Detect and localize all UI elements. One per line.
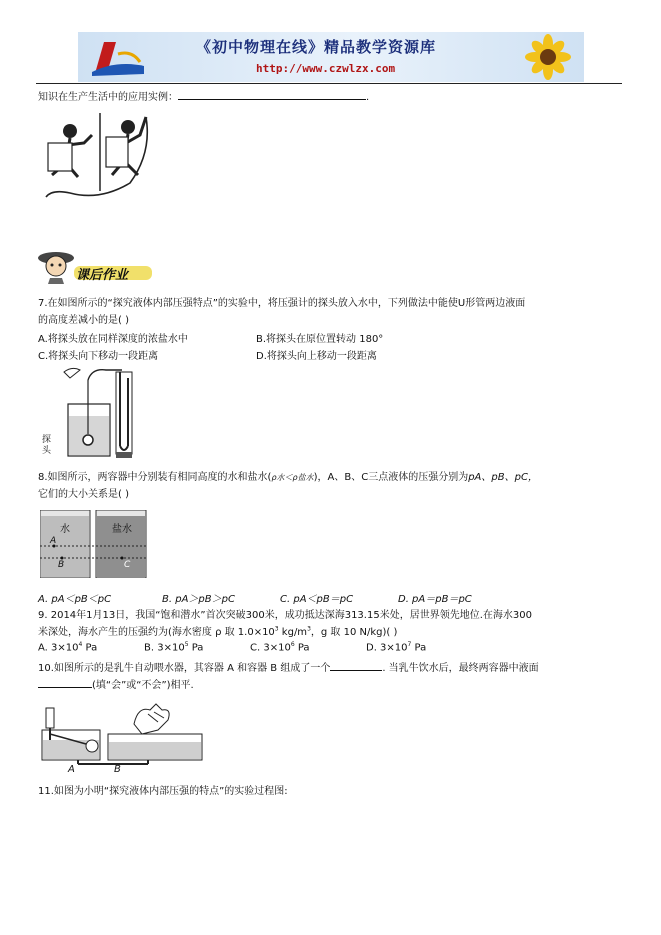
q7-stem-line1: 7.在如图所示的“探究液体内部压强特点”的实验中，将压强计的探头放入水中，下列做法中能使U形管两边液面 [38,298,526,309]
q8-option-d: D. pA＝pB＝pC [398,594,472,605]
intro-text: 知识在生产生活中的应用实例： [38,92,178,103]
q9-option-c: C. $3\times 10^6$ Pa [250,641,310,654]
point-b-label: B [58,560,65,570]
header-rule [36,83,622,84]
container-a-label: A [68,764,75,775]
q8-stem-line1: 8.如图所示，两容器中分别装有相同高度的水和盐水(ρ水＜ρ盐水)，A、B、C三点液体的压强分别为pA、pB、pC， [38,472,538,483]
q9-option-a: A. $3\times 10^4$ Pa [38,641,98,654]
q8-option-c: C. pA＜pB＝pC [280,594,354,605]
site-logo [86,36,146,78]
q10-stem-line1: 10.如图所示的是乳牛自动喂水器，其容器 A 和容器 B 组成了一个 . 当乳牛饮水后，最终两容器中液面 [38,659,539,674]
q9-stem-line2: 米深处，海水产生的压强约为(海水密度 ρ 取 $1.0\times 10^3$ $kg/m^3$，g 取 10 N/kg)( ) [38,625,398,638]
q8-stem-line2: 它们的大小关系是( ) [38,489,129,500]
q9-stem-line1: 9. 2014年1月13日，我国“饱和潜水”首次突破300米，成功抵达深海313.15米处，居世界领先地位.在海水300 [38,610,532,621]
brine-label: 盐水 [112,524,132,535]
container-b-label: B [114,764,121,775]
q7-pressure-gauge-figure [40,364,145,459]
homework-section-label: 课后作业 [36,248,154,284]
answer-blank [330,660,382,671]
point-c-label: C [124,560,131,570]
q7-stem-line2: 的高度差减小的是( ) [38,315,129,326]
sunflower-icon [510,32,584,82]
intro-line: 知识在生产生活中的应用实例： . [38,88,369,103]
q7-option-b: B.将探头在原位置转动 180° [256,334,384,345]
q8-option-b: B. pA＞pB＞pC [162,594,235,605]
q7-option-a: A.将探头放在同样深度的浓盐水中 [38,334,188,345]
q7-option-c: C.将探头向下移动一段距离 [38,351,159,362]
header-banner [78,32,584,82]
answer-blank [178,89,366,100]
water-label: 水 [60,524,70,535]
q10-stem-line2: (填“会”或“不会”)相平. [38,676,194,691]
banner-title: 《初中物理在线》精品教学资源库 [196,38,437,56]
student-cartoon-icon [36,248,78,284]
banner-url: http://www.czwlzx.com [256,62,396,75]
siphon-figure [40,113,165,203]
point-a-label: A [50,536,57,546]
q10-cattle-waterer-figure [38,700,208,778]
q7-option-d: D.将探头向上移动一段距离 [256,351,377,362]
q9-option-b: B. $3\times 10^5$ Pa [144,641,204,654]
answer-blank [38,677,92,688]
q11-stem: 11.如图为小明“探究液体内部压强的特点”的实验过程图: [38,786,288,797]
probe-label: 探头 [42,435,52,456]
q8-option-a: A. pA＜pB＜pC [38,594,112,605]
q9-option-d: D. $3\times 10^7$ Pa [366,641,427,654]
